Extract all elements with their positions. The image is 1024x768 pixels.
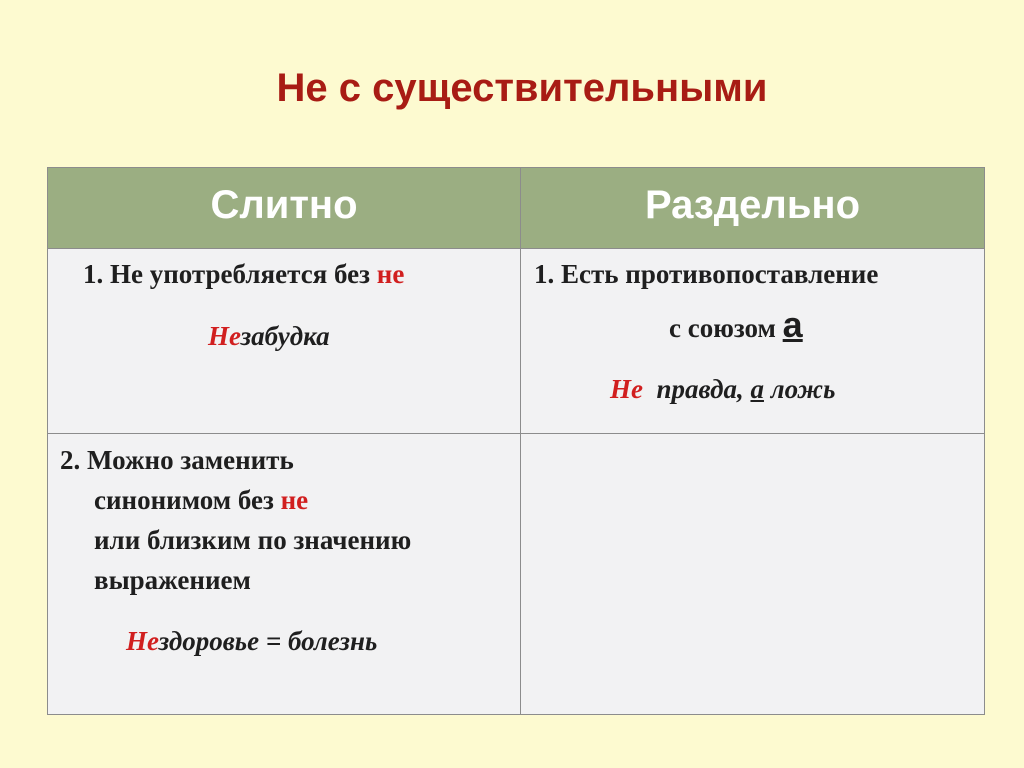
rule2-line4: выражением — [94, 565, 251, 595]
example-union: а — [750, 374, 764, 404]
header-separate: Раздельно — [521, 168, 984, 248]
union-a-large: а — [782, 304, 803, 345]
rule2-example — [126, 626, 377, 657]
rule1-separate-line2 — [669, 304, 803, 346]
rule2-line2-prefix: синонимом без — [94, 485, 281, 515]
rule1-together-example — [208, 321, 330, 352]
example-end: ложь — [763, 374, 836, 404]
cell-rule1-separate — [521, 248, 984, 433]
rule1-separate-line1: 1. Есть противопоставление — [534, 259, 879, 289]
rule2-line1: 2. Можно заменить — [60, 445, 294, 475]
example-red-prefix: Не — [208, 321, 241, 351]
example-rest: забудка — [240, 321, 330, 351]
example-rest: здоровье = болезнь — [158, 626, 378, 656]
rule1-together-prefix: 1. Не употребляется без — [83, 259, 377, 289]
cell-rule1-together — [48, 248, 521, 433]
example-mid: правда, — [643, 374, 751, 404]
rules-table — [47, 167, 985, 715]
rule2-line2 — [94, 485, 308, 516]
cell-empty — [521, 433, 984, 714]
rule2-line2-marker: не — [280, 485, 309, 515]
slide-title: Не с существительными — [276, 66, 768, 110]
header-together: Слитно — [48, 168, 521, 248]
rule1-separate-line2-prefix: с союзом — [669, 313, 783, 343]
rule1-separate-example — [610, 374, 835, 405]
rule1-together-text — [83, 259, 404, 290]
example-red-prefix: Не — [126, 626, 159, 656]
cell-rule2-together — [48, 433, 521, 714]
rule2-line3: или близким по значению — [94, 525, 412, 555]
rule1-together-marker: не — [376, 259, 405, 289]
example-red-prefix: Не — [610, 374, 643, 404]
